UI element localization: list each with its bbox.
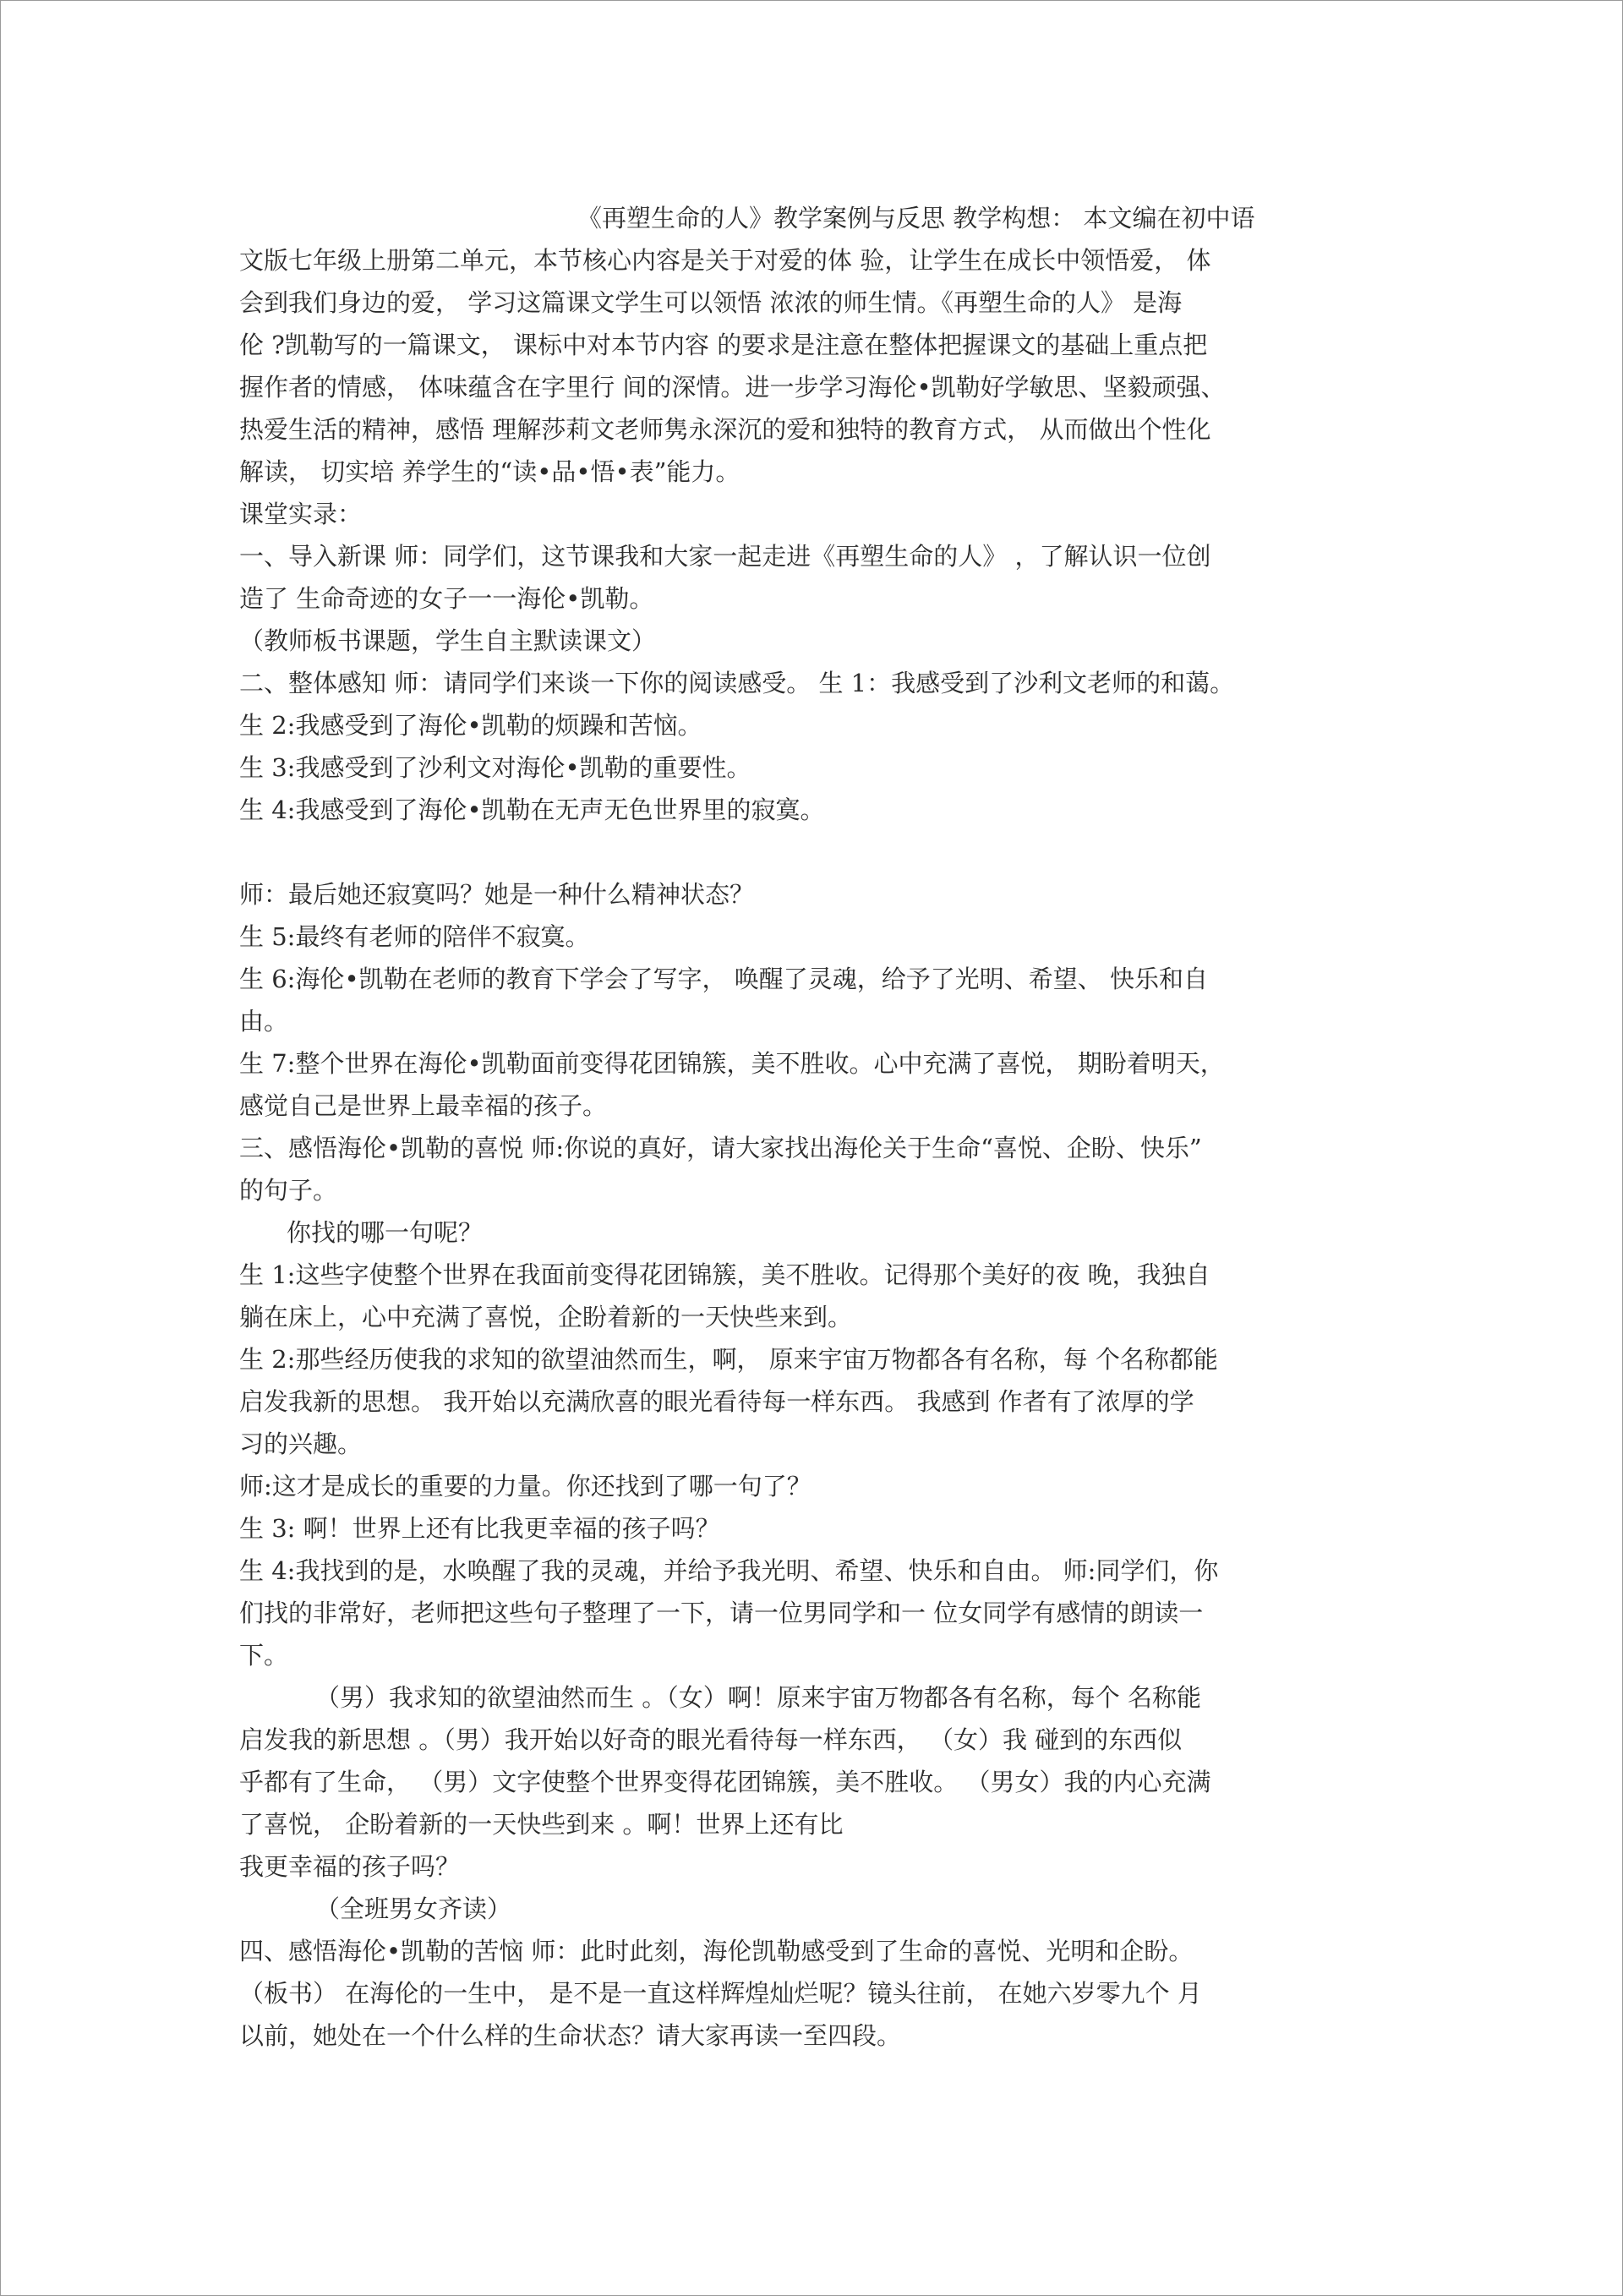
text-line: 乎都有了生命， （男）文字使整个世界变得花团锦簇，美不胜收。 （男女）我的内心充满: [239, 1768, 1211, 1796]
text-line: 躺在床上，心中充满了喜悦，企盼着新的一天快些来到。: [239, 1303, 853, 1331]
text-line: 生 4:我感受到了海伦•凯勒在无声无色世界里的寂寞。: [239, 795, 825, 824]
text-line: （教师板书课题，学生自主默读课文）: [239, 626, 657, 655]
text-line: 习的兴趣。: [239, 1430, 363, 1458]
text-line: 生 3: 啊！世界上还有比我更幸福的孩子吗？: [239, 1514, 720, 1543]
text-line: 启发我新的思想。 我开始以充满欣喜的眼光看待每一样东西。 我感到 作者有了浓厚的学: [239, 1387, 1194, 1416]
section-heading: 课堂实录：: [239, 500, 363, 528]
text-line: 了喜悦， 企盼着新的一天快些到来 。啊！世界上还有比: [239, 1810, 844, 1839]
text-line: 一、导入新课 师：同学们，这节课我和大家一起走进《再塑生命的人》 ，了解认识一位创: [239, 542, 1211, 571]
text-line: 握作者的情感， 体味蕴含在字里行 间的深情。进一步学习海伦•凯勒好学敏思、坚毅顽强、: [239, 373, 1226, 402]
text-line: 生 6:海伦•凯勒在老师的教育下学会了写字， 唤醒了灵魂，给予了光明、希望、 快乐和自: [239, 965, 1208, 993]
text-line: 生 5:最终有老师的陪伴不寂寞。: [239, 922, 590, 951]
text-line: 三、感悟海伦•凯勒的喜悦 师:你说的真好，请大家找出海伦关于生命“喜悦、企盼、快乐”: [239, 1134, 1202, 1162]
text-line: 热爱生活的精神，感悟 理解莎莉文老师隽永深沉的爱和独特的教育方式， 从而做出个性化: [239, 415, 1211, 444]
text-line: 下。: [239, 1641, 289, 1670]
title-line: 《再塑生命的人》教学案例与反思 教学构想： 本文编在初中语: [577, 204, 1255, 232]
text-line: 由。: [239, 1007, 289, 1036]
blank-line: [239, 831, 1384, 873]
text-line: 生 2:那些经历使我的求知的欲望油然而生，啊， 原来宇宙万物都各有名称，每 个名称都能: [239, 1345, 1218, 1374]
text-line: 生 3:我感受到了沙利文对海伦•凯勒的重要性。: [239, 753, 751, 782]
text-line: 的句子。: [239, 1176, 338, 1205]
text-line: 我更幸福的孩子吗？: [239, 1852, 461, 1881]
text-line: 感觉自己是世界上最幸福的孩子。: [239, 1091, 608, 1120]
text-line: 生 4:我找到的是，水唤醒了我的灵魂，并给予我光明、希望、快乐和自由。 师:同学们，你: [239, 1556, 1219, 1585]
document-body: [239, 197, 1384, 2057]
text-line: 以前，她处在一个什么样的生命状态？请大家再读一至四段。: [239, 2021, 902, 2050]
text-line: 解读， 切实培 养学生的“读•品•悟•表”能力。: [239, 457, 740, 486]
text-line: 师:这才是成长的重要的力量。你还找到了哪一句了？: [239, 1472, 812, 1501]
text-line: 四、感悟海伦•凯勒的苦恼 师：此时此刻，海伦凯勒感受到了生命的喜悦、光明和企盼。: [239, 1937, 1194, 1965]
text-line: （全班男女齐读）: [315, 1894, 512, 1923]
text-line: 二、整体感知 师：请同学们来谈一下你的阅读感受。 生 1：我感受到了沙利文老师的和蔼。: [239, 669, 1235, 697]
text-line: 师：最后她还寂寞吗？她是一种什么精神状态？: [239, 880, 755, 909]
text-line: （男）我求知的欲望油然而生 。（女）啊！原来宇宙万物都各有名称，每个 名称能: [315, 1683, 1201, 1712]
text-line: 造了 生命奇迹的女子一一海伦•凯勒。: [239, 584, 654, 613]
text-line: 你找的哪一句呢？: [287, 1218, 484, 1247]
text-line: 生 7:整个世界在海伦•凯勒面前变得花团锦簇，美不胜收。心中充满了喜悦， 期盼着明天，: [239, 1049, 1225, 1078]
text-line: 生 2:我感受到了海伦•凯勒的烦躁和苦恼。: [239, 711, 702, 740]
text-line: 启发我的新思想 。（男）我开始以好奇的眼光看待每一样东西， （女）我 碰到的东西似: [239, 1725, 1183, 1754]
text-line: 会到我们身边的爱， 学习这篇课文学生可以领悟 浓浓的师生情。《再塑生命的人》 是海: [239, 288, 1183, 317]
text-line: 文版七年级上册第二单元，本节核心内容是关于对爱的体 验，让学生在成长中领悟爱， 体: [239, 246, 1211, 275]
text-line: 们找的非常好，老师把这些句子整理了一下，请一位男同学和一 位女同学有感情的朗读一: [239, 1599, 1204, 1627]
text-line: 伦 ?凯勒写的一篇课文， 课标中对本节内容 的要求是注意在整体把握课文的基础上重点把: [239, 331, 1208, 359]
text-line: （板书） 在海伦的一生中， 是不是一直这样辉煌灿烂呢？镜头往前， 在她六岁零九个 月: [239, 1979, 1202, 2008]
text-line: 生 1:这些字使整个世界在我面前变得花团锦簇，美不胜收。记得那个美好的夜 晚，我独自: [239, 1260, 1210, 1289]
